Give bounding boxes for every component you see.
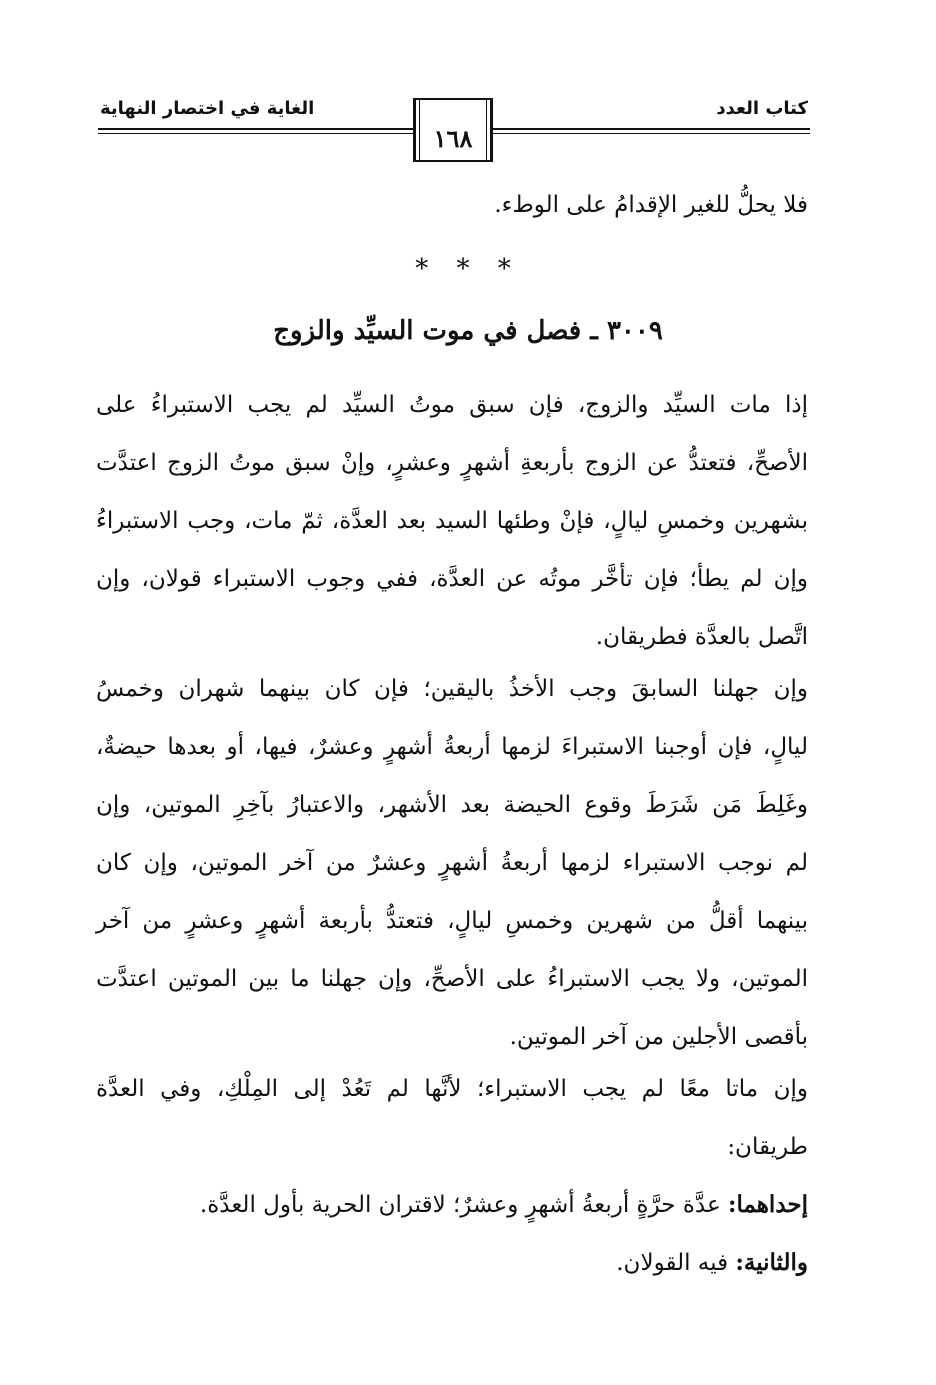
header-book-title: الغاية في اختصار النهاية xyxy=(100,98,315,119)
section-title: ٣٠٠٩ ـ فصل في موت السيِّد والزوج xyxy=(273,316,663,346)
items-list xyxy=(96,1176,808,1292)
paragraph-2 xyxy=(96,660,808,1066)
text-line: بأقصى الأجلين من آخر الموتين. xyxy=(509,1024,808,1050)
text-line: بينهما أقلُّ من شهرين وخمسِ ليالٍ، فتعتدُّ بأربعة أشهرٍ وعشرٍ من آخر xyxy=(96,908,808,934)
item-text: فيه القولان. xyxy=(616,1250,729,1276)
separator-stars: * * * xyxy=(415,254,521,284)
page-number: ١٦٨ xyxy=(433,124,473,153)
header-chapter-title: كتاب العدد xyxy=(716,98,808,119)
list-item xyxy=(96,1234,808,1292)
text-line: ليالٍ، فإن أوجبنا الاستبراءَ لزمها أربعةُ أشهرٍ وعشرٌ، فيها، أو بعدها حيضةٌ، xyxy=(96,734,808,760)
text-line: فلا يحلُّ للغير الإقدامُ على الوطء. xyxy=(494,192,808,218)
text-line: إذا مات السيِّد والزوج، فإن سبق موتُ السيِّد لم يجب الاستبراءُ على xyxy=(96,392,808,418)
intro-paragraph xyxy=(96,176,808,234)
item-label: والثانية: xyxy=(735,1249,808,1276)
paragraph-1 xyxy=(96,376,808,666)
text-line: لم نوجب الاستبراء لزمها أربعةُ أشهرٍ وعشرٌ من آخر الموتين، وإن كان xyxy=(96,850,808,876)
text-line: الأصحِّ، فتعتدُّ عن الزوج بأربعةِ أشهرٍ وعشرٍ، وإنْ سبق موتُ الزوج اعتدَّت xyxy=(96,450,808,476)
text-line: وإن ماتا معًا لم يجب الاستبراء؛ لأنَّها لم تَعُدْ إلى المِلْكِ، وفي العدَّة xyxy=(96,1076,808,1102)
item-label: إحداهما: xyxy=(728,1191,808,1218)
text-line: الموتين، ولا يجب الاستبراءُ على الأصحِّ، وإن جهلنا ما بين الموتين اعتدَّت xyxy=(96,966,808,992)
text-line: اتَّصل بالعدَّة فطريقان. xyxy=(595,624,808,650)
paragraph-3 xyxy=(96,1060,808,1176)
text-line: وإن جهلنا السابقَ وجب الأخذُ باليقين؛ فإن كان بينهما شهران وخمسُ xyxy=(96,676,808,702)
text-line: وغَلِطَ مَن شَرَطَ وقوع الحيضة بعد الأشهر، والاعتبارُ بآخِرِ الموتين، وإن xyxy=(96,792,808,818)
text-line: وإن لم يطأ؛ فإن تأخَّر موتُه عن العدَّة، ففي وجوب الاستبراء قولان، وإن xyxy=(96,566,808,592)
list-item xyxy=(96,1176,808,1234)
item-text: عدَّة حرَّةٍ أربعةُ أشهرٍ وعشرٌ؛ لاقتران الحرية بأول العدَّة. xyxy=(199,1192,721,1218)
text-line: بشهرين وخمسِ ليالٍ، فإنْ وطئها السيد بعد العدَّة، ثمّ مات، وجب الاستبراءُ xyxy=(96,508,808,534)
page-number-box xyxy=(413,98,493,162)
text-line: طريقان: xyxy=(727,1134,808,1160)
